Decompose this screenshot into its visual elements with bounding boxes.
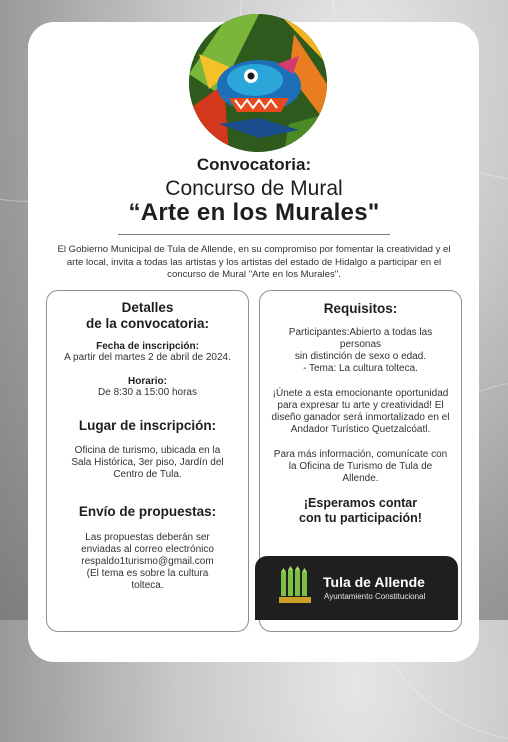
requirements-line: sin distinción de sexo o edad. xyxy=(294,351,427,362)
invite-line: ¡Únete a esta emocionante oportunidad xyxy=(272,388,449,399)
submission-line: enviadas al correo electrónico xyxy=(81,544,214,555)
details-title-line2: de la convocatoria: xyxy=(85,316,210,331)
requirements-line: - Tema: La cultura tolteca. xyxy=(303,363,418,374)
submission-line: Las propuestas deberán ser xyxy=(85,532,210,543)
invite-line: diseño ganador será inmortalizado en el xyxy=(271,412,450,423)
submission-line: (El tema es sobre la cultura xyxy=(86,568,209,579)
contest-title: Concurso de Mural xyxy=(165,177,343,200)
schedule-label: Horario: xyxy=(128,376,167,387)
place-line: Centro de Tula. xyxy=(113,469,182,480)
place-line: Sala Histórica, 3er piso, Jardín del xyxy=(71,457,224,468)
requirements-line: Participantes:Abierto a todas las xyxy=(288,327,433,338)
info-line: Allende. xyxy=(342,473,379,484)
closing-message: ¡Esperamos contar xyxy=(303,496,418,510)
submission-line: tolteca. xyxy=(131,580,164,591)
place-title: Lugar de inscripción: xyxy=(78,418,217,433)
registration-date-value: A partir del martes 2 de abril de 2024. xyxy=(64,352,231,363)
contest-name: “Arte en los Murales" xyxy=(128,199,380,226)
info-line: Para más información, comunícate con xyxy=(273,449,448,460)
invite-line: Andador Turístico Quetzalcóatl. xyxy=(290,424,431,435)
closing-message-line2: con tu participación! xyxy=(299,511,422,525)
divider-line xyxy=(118,234,390,235)
schedule-value: De 8:30 a 15:00 horas xyxy=(98,387,197,398)
details-panel xyxy=(46,290,249,632)
badge-title: Tula de Allende xyxy=(323,574,425,590)
intro-paragraph: El Gobierno Municipal de Tula de Allende, en su compromiso por fomentar la creatividad y el arte local, invita a todas las artistas y los artistas del estado de Hidalgo a participar en el concurso de Mural "Arte en los Murales". xyxy=(57,244,451,280)
requirements-title: Requisitos: xyxy=(323,301,398,316)
convocatoria-label: Convocatoria: xyxy=(196,155,312,174)
requirements-line: personas xyxy=(339,339,382,350)
municipality-badge xyxy=(255,556,458,620)
info-line: la Oficina de Turismo de Tula de xyxy=(288,461,433,472)
submission-email: respaldo1turismo@gmail.com xyxy=(81,556,214,567)
registration-date-label: Fecha de inscripción: xyxy=(96,341,199,352)
mural-image xyxy=(189,14,327,152)
details-title: Detalles xyxy=(121,300,174,315)
invite-line: para expresar tu arte y creatividad! El xyxy=(277,400,444,411)
submission-title: Envío de propuestas: xyxy=(78,504,217,519)
badge-subtitle: Ayuntamiento Constitucional xyxy=(324,592,426,601)
tula-columns-logo-icon xyxy=(277,566,315,606)
place-line: Oficina de turismo, ubicada en la xyxy=(74,445,221,456)
